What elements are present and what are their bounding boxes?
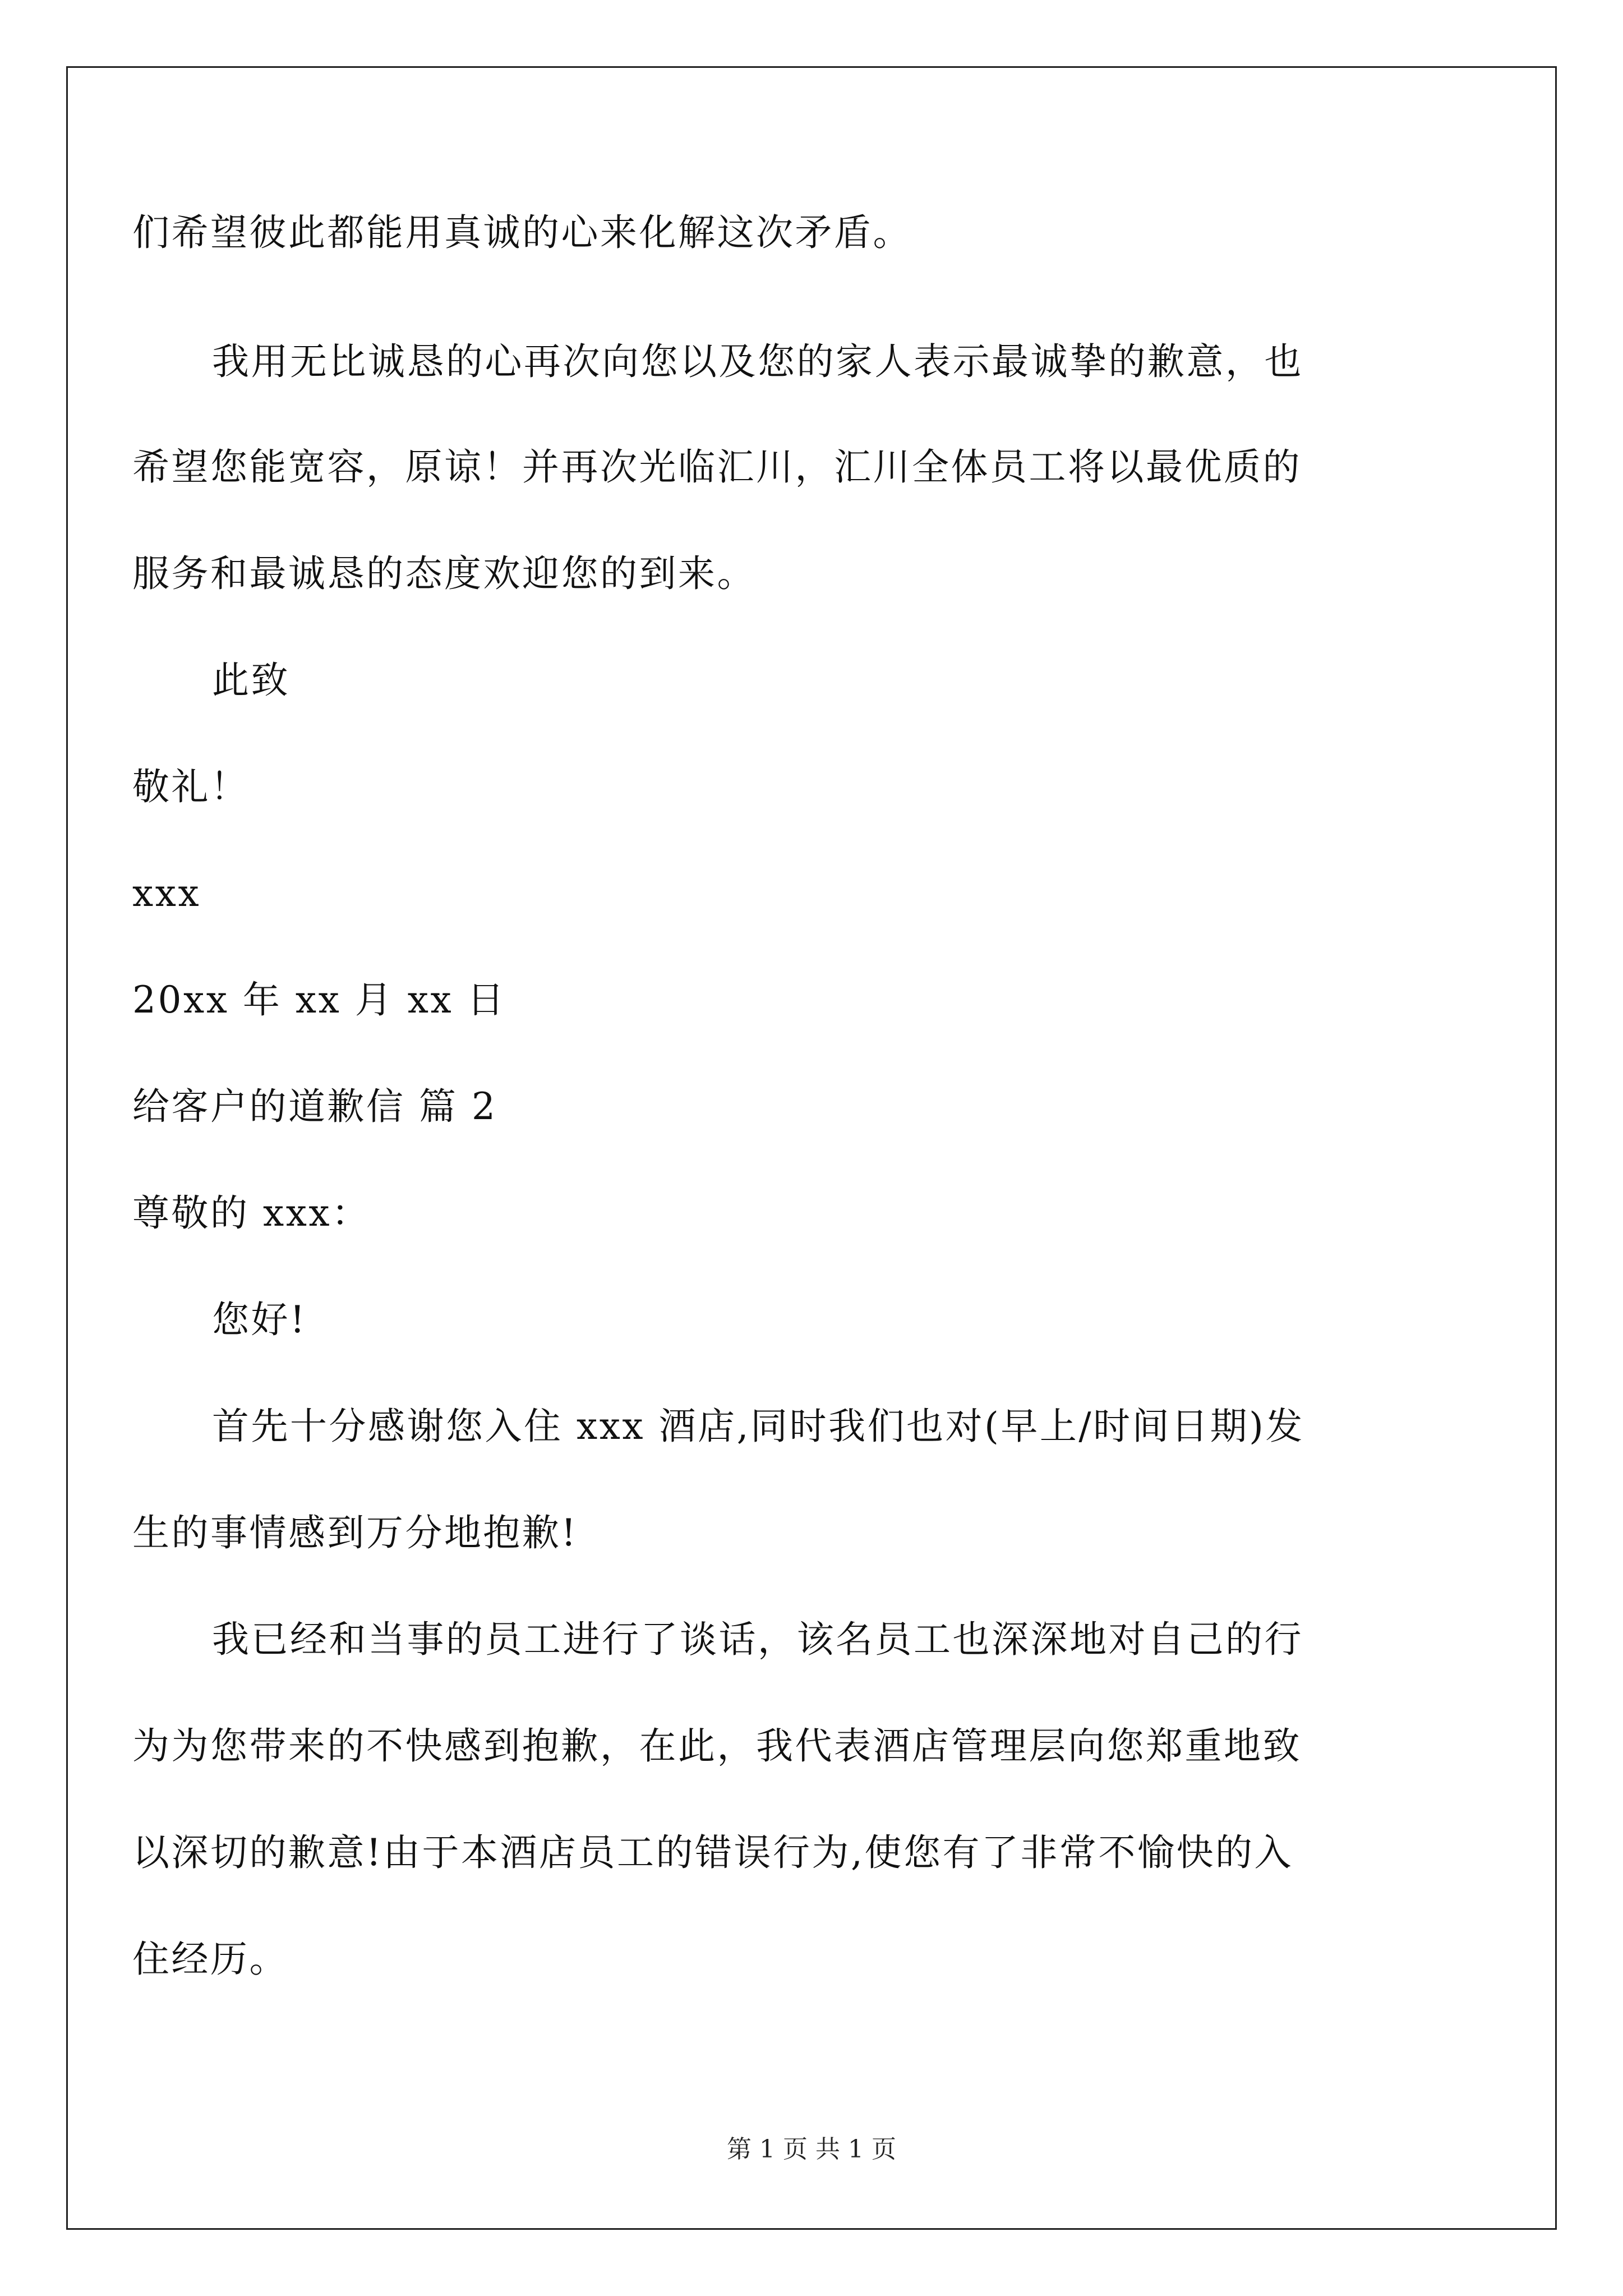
page-number-footer: 第 1 页 共 1 页 [727, 2135, 896, 2164]
text-line: 以深切的歉意!由于本酒店员工的错误行为,使您有了非常不愉快的入 [132, 1831, 1294, 1874]
text-line: 生的事情感到万分地抱歉! [132, 1511, 578, 1554]
greeting: 您好! [212, 1298, 307, 1341]
text-line: 为为您带来的不快感到抱歉，在此，我代表酒店管理层向您郑重地致 [132, 1724, 1302, 1768]
text-line: 首先十分感谢您入住 xxx 酒店,同时我们也对(早上/时间日期)发 [212, 1405, 1304, 1448]
section-title: 给客户的道歉信 篇 2 [132, 1085, 497, 1128]
salutation: 尊敬的 xxx： [132, 1191, 371, 1235]
text-line: 住经历。 [132, 1938, 288, 1981]
text-line: 希望您能宽容，原谅！并再次光临汇川，汇川全体员工将以最优质的 [132, 445, 1302, 489]
page-border [66, 66, 1557, 2230]
text-line: 服务和最诚恳的态度欢迎您的到来。 [132, 552, 756, 595]
text-line: 我用无比诚恳的心再次向您以及您的家人表示最诚挚的歉意，也 [212, 340, 1303, 383]
text-line: 们希望彼此都能用真诚的心来化解这次矛盾。 [132, 211, 912, 254]
signature: xxx [132, 872, 201, 915]
closing-greeting: 此致 [212, 659, 290, 702]
text-line: 我已经和当事的员工进行了谈话，该名员工也深深地对自己的行 [212, 1618, 1303, 1661]
closing-salute: 敬礼！ [132, 765, 250, 808]
date-line: 20xx 年 xx 月 xx 日 [132, 978, 506, 1022]
